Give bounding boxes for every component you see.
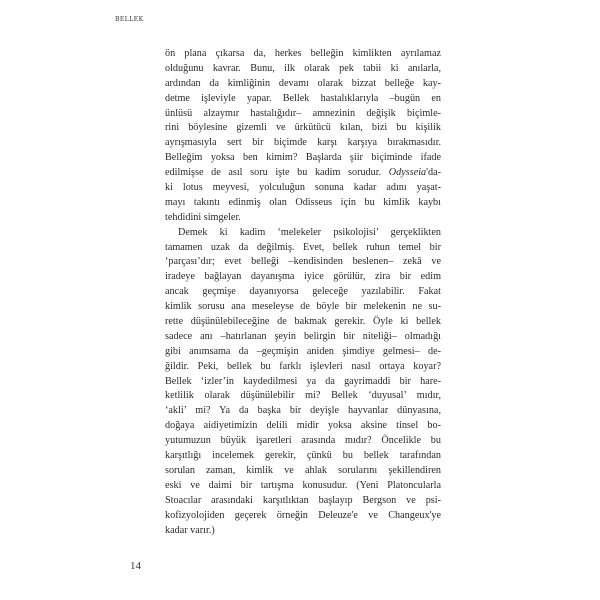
- text-line: karşıtlığı incelemek gerekir, çünkü bu bellek tarafından: [165, 450, 441, 462]
- text-line: ardından da kimliğinin devamı olarak bizzat belleğe kay-: [165, 77, 441, 89]
- paragraph: [165, 226, 441, 539]
- text-line: kofizyolojiden geçerek örneğin Deleuze'e ve Changeux'ye: [165, 509, 441, 521]
- text-line: ‘parçası’dır; evet belleği –kendisinden beslenen– zekâ ve: [165, 256, 441, 268]
- text-line: ünlüsü alzaymır hastalığıdır– amnezinin değişik biçimle-: [165, 107, 441, 119]
- running-head: BELLEK: [115, 16, 144, 23]
- text-line: ancak geçmişe dayanıyorsa geleceğe yazılabilir. Fakat: [165, 286, 441, 298]
- text-line: sadece anı –hatırlanan şeyin belirgin bir niteliği– olmadığı: [165, 330, 441, 342]
- body-text: [165, 47, 441, 538]
- text-line: ğildir. Peki, bellek bu farklı işlevleri nasıl ortaya koyar?: [165, 360, 441, 372]
- text-line: tamamen uzak da değilmiş. Evet, bellek ruhun temel bir: [165, 241, 441, 253]
- text-line: detme işleviyle yapar. Bellek hastalıklarıyla –bugün en: [165, 92, 441, 104]
- text-line: ayrışmasıyla sert bir biçimde karşı karşıya bırakmasıdır.: [165, 137, 441, 149]
- text-line: Demek ki kadim ‘melekeler psikolojisi’ gerçeklikten: [178, 226, 441, 238]
- page-number: 14: [130, 560, 141, 572]
- text-line: edilmişse de asıl soru işte bu kadim sorudur. Odysseia'da-: [165, 167, 441, 179]
- text-line: rini böylesine gizemli ve ürkütücü kılan, bizi bu kişilik: [165, 122, 441, 134]
- text-line: kadar varır.): [165, 524, 215, 536]
- text-line: ki lotus meyvesi, yolculuğun sonuna kadar adını yaşat-: [165, 182, 441, 194]
- text-line: sorulan zaman, kimlik ve ahlak sorularını şekillendiren: [165, 464, 441, 476]
- text-line: Belleğim yoksa ben kimim? Başlarda şiir biçiminde ifade: [165, 152, 441, 164]
- text-line: ön plana çıkarsa da, herkes belleğin kimlikten ayrılamaz: [165, 48, 441, 59]
- text-line: tehdidini simgeler.: [165, 211, 241, 223]
- text-line: olduğunu kavrar. Bunu, ilk olarak pek tabii ki anılarla,: [165, 62, 441, 74]
- paragraph: [165, 47, 441, 226]
- text-line: gibi anımsama da –geçmişin aniden şimdiye gelmesi– de-: [165, 345, 441, 357]
- text-line: mayı takıntı edinmiş olan Odisseus için bu kimlik kaybı: [165, 196, 441, 208]
- text-line: ‘akli’ mi? Ya da başka bir deyişle hayvanlar dünyasına,: [165, 405, 441, 417]
- text-line: iradeye bağlayan dayanışma iyice görülür, zira bir edim: [165, 271, 441, 283]
- text-line: doğaya aidiyetimizin delili midir yoksa aksine tinsel bo-: [165, 420, 441, 432]
- text-line: kimlik sorusu ana meseleyse de böyle bir melekenin ne su-: [165, 301, 441, 313]
- text-line: yutumuzun büyük işaretleri arasında mıdır? Öncelikle bu: [165, 435, 441, 447]
- text-line: Bellek ‘izler’in kaydedilmesi ya da gayrimaddi bir hare-: [165, 375, 441, 387]
- text-line: eski ve daimi bir tartışma konusudur. (Yeni Platoncularla: [165, 479, 441, 491]
- text-line: rette düşünülebileceğine de bakmak gerekir. Öyle ki bellek: [165, 316, 441, 328]
- text-line: Stoacılar arasındaki karşıtlıktan başlayıp Bergson ve psi-: [165, 494, 441, 506]
- text-line: ketlilik olarak düşünülebilir mi? Bellek ‘duyusal’ mıdır,: [165, 390, 441, 402]
